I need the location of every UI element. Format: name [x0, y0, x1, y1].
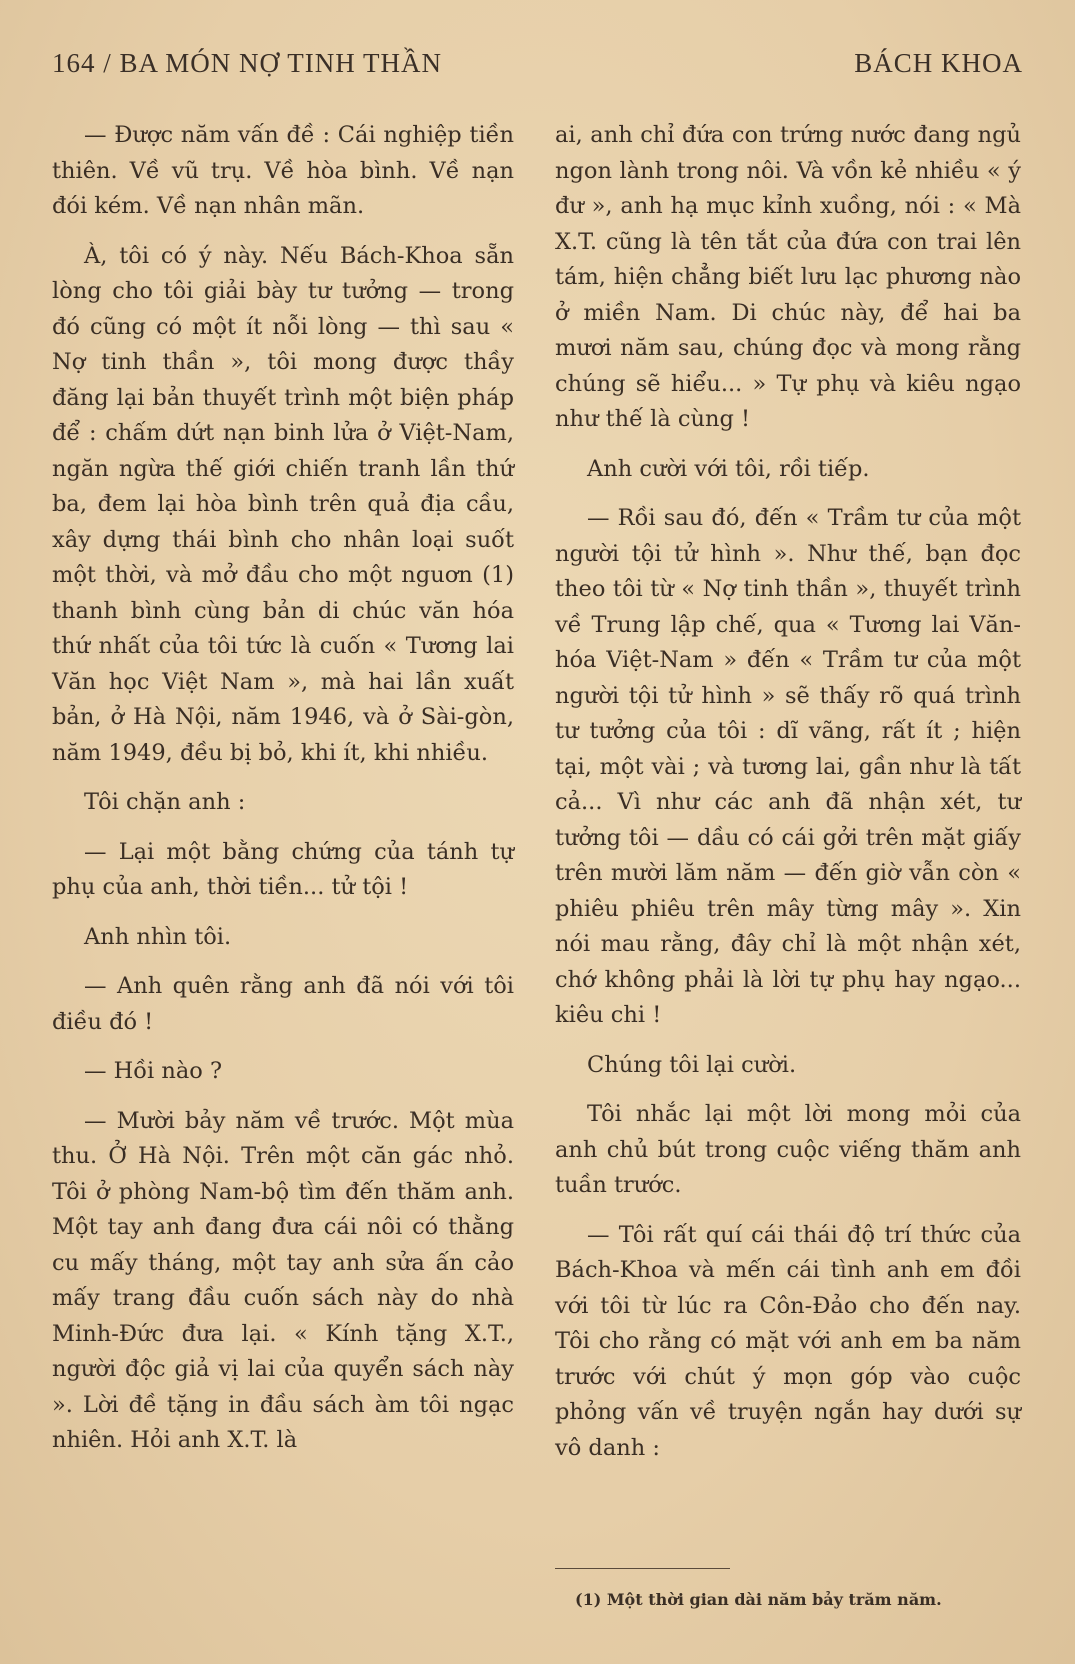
paragraph: — Mười bảy năm về trước. Một mùa thu. Ở Hà Nội. Trên một căn gác nhỏ. Tôi ở phòng Nam-bộ tìm đến thăm anh. Một tay anh đang đưa cái nôi có thằng cu mấy tháng, một tay anh sửa ấn cảo mấy trang đầu cuốn sách này do nhà Minh-Đức đưa lại. « Kính tặng X.T., người độc giả vị lai của quyển sách này ». Lời đề tặng in đầu sách àm tôi ngạc nhiên. Hỏi anh X.T. là — [52, 1107, 514, 1453]
right-column — [555, 118, 1021, 1480]
header-magazine-name: BÁCH KHOA — [854, 48, 1023, 78]
header-page-title: 164 / BA MÓN NỢ TINH THẦN — [52, 48, 443, 78]
paragraph: Anh cười với tôi, rồi tiếp. — [587, 455, 870, 482]
footnote-rule — [555, 1568, 730, 1569]
paragraph: Chúng tôi lại cười. — [587, 1051, 797, 1078]
paragraph: — Rồi sau đó, đến « Trầm tư của một người tội tử hình ». Như thế, bạn đọc theo tôi từ « Nợ tinh thần », thuyết trình về Trung lập chế, qua « Tương lai Văn-hóa Việt-Nam » đến « Trầm tư của một người tội tử hình » sẽ thấy rõ quá trình tư tưởng của tôi : dĩ vãng, rất ít ; hiện tại, một vài ; và tương lai, gần như là tất cả... Vì như các anh đã nhận xét, tư tưởng tôi — dầu có cái gởi trên mặt giấy trên mười lăm năm — đến giờ vẫn còn « phiêu phiêu trên mây từng mây ». Xin nói mau rằng, đây chỉ là một nhận xét, chớ không phải là lời tự phụ hay ngạo... kiêu chi ! — [555, 505, 1021, 1028]
paragraph: Anh nhìn tôi. — [84, 923, 232, 950]
left-column — [52, 118, 514, 1473]
paragraph: — Lại một bằng chứng của tánh tự phụ của anh, thời tiền... tử tội ! — [52, 838, 514, 900]
paragraph: — Anh quên rằng anh đã nói với tôi điều đó ! — [52, 973, 514, 1035]
paragraph: À, tôi có ý này. Nếu Bách-Khoa sẵn lòng cho tôi giải bày tư tưởng — trong đó cũng có một ít nỗi lòng — thì sau « Nợ tinh thần », tôi mong được thầy đăng lại bản thuyết trình một biện pháp để : chấm dứt nạn binh lửa ở Việt-Nam, ngăn ngừa thế giới chiến tranh lần thứ ba, đem lại hòa bình trên quả địa cầu, xây dựng thái bình cho nhân loại suốt một thời, và mở đầu cho một nguơn (1) thanh bình cùng bản di chúc văn hóa thứ nhất của tôi tức là cuốn « Tương lai Văn học Việt Nam », mà hai lần xuất bản, ở Hà Nội, năm 1946, và ở Sài-gòn, năm 1949, đều bị bỏ, khi ít, khi nhiều. — [52, 242, 514, 766]
paragraph: Tôi chặn anh : — [84, 789, 246, 815]
running-header — [52, 48, 1023, 88]
paragraph: — Tôi rất quí cái thái độ trí thức của Bách-Khoa và mến cái tình anh em đồi với tôi từ lúc ra Côn-Đảo cho đến nay. Tôi cho rằng có mặt với anh em ba năm trước với chút ý mọn góp vào cuộc phỏng vấn về truyện ngắn hay dưới sự vô danh : — [555, 1221, 1021, 1461]
paragraph: — Được năm vấn đề : Cái nghiệp tiền thiên. Về vũ trụ. Về hòa bình. Về nạn đói kém. Về nạn nhân mãn. — [52, 122, 514, 219]
footnote: (1) Một thời gian dài năm bảy trăm năm. — [575, 1590, 942, 1609]
paragraph: — Hồi nào ? — [84, 1058, 223, 1084]
paragraph: Tôi nhắc lại một lời mong mỏi của anh chủ bút trong cuộc viếng thăm anh tuần trước. — [555, 1101, 1021, 1198]
paragraph: ai, anh chỉ đứa con trứng nước đang ngủ ngon lành trong nôi. Và vồn kẻ nhiều « ý đư », anh hạ mục kỉnh xuồng, nói : « Mà X.T. cũng là tên tắt của đứa con trai lên tám, hiện chẳng biết lưu lạc phương nào ở miền Nam. Di chúc này, để hai ba mươi năm sau, chúng đọc và mong rằng chúng sẽ hiểu... » Tự phụ và kiêu ngạo như thế là cùng ! — [555, 122, 1021, 432]
